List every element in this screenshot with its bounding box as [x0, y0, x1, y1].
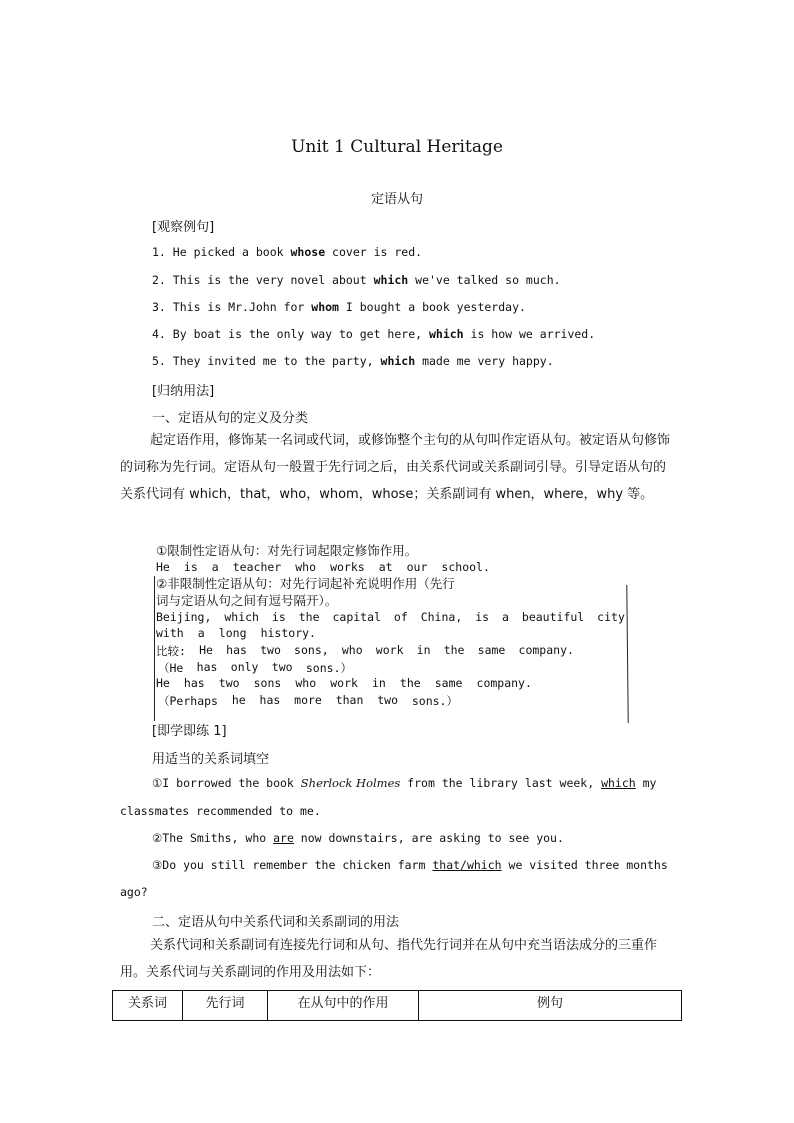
word: sons.） — [411, 694, 458, 708]
word: 比较: — [156, 644, 186, 658]
nonrestrictive-heading: ②非限制性定语从句：对先行词起补充说明作用（先行 — [156, 576, 455, 591]
example-keyword: which — [373, 273, 409, 287]
compare-line — [158, 693, 458, 709]
word: a — [211, 560, 219, 574]
word: has — [183, 676, 205, 690]
word: is — [271, 610, 286, 624]
word: who — [295, 676, 317, 690]
practice-label: [即学即练 1] — [152, 724, 227, 739]
compare-line — [156, 676, 532, 690]
word: （He — [158, 661, 184, 675]
word: works — [330, 560, 365, 574]
usage-paragraph: 关系代词和关系副词有连接先行词和从句、指代先行词并在从句中充当语法成分的三重作用。关系代词与关系副词的作用及用法如下： — [120, 938, 658, 980]
word: a — [197, 626, 205, 640]
table-header: 关系词 — [113, 991, 183, 1021]
table-header: 在从句中的作用 — [268, 991, 419, 1021]
word: two — [218, 676, 240, 690]
word: who — [341, 643, 363, 657]
word: a — [502, 610, 509, 624]
practice-instruction: 用适当的关系词填空 — [152, 752, 270, 767]
restrictive-example — [156, 560, 490, 574]
example-number: 4. — [152, 327, 166, 341]
section-heading: 一、定语从句的定义及分类 — [152, 411, 309, 426]
restrictive-heading: ①限制性定语从句：对先行词起限定修饰作用。 — [156, 543, 418, 558]
word: school. — [441, 560, 490, 574]
word: the — [399, 676, 421, 690]
example-text: By boat is the only way to get here, — [172, 327, 429, 341]
word: the — [443, 643, 465, 657]
word: capital — [332, 610, 381, 624]
example-sentence — [152, 245, 422, 259]
section-subtitle: 定语从句 — [370, 192, 423, 207]
word: same — [477, 643, 506, 657]
word: work — [375, 643, 404, 657]
table-header-row — [113, 991, 682, 1021]
word: is — [475, 610, 490, 624]
word: has — [226, 643, 247, 657]
word: at — [378, 560, 393, 574]
word: history. — [260, 626, 316, 640]
word: with — [156, 626, 184, 640]
word: beautiful — [521, 610, 585, 624]
word: teacher — [232, 560, 282, 574]
question-text: ②The Smiths, who — [152, 831, 274, 845]
word: company. — [476, 676, 532, 690]
word: who — [295, 560, 317, 574]
nonrestrictive-example — [156, 610, 625, 624]
example-text: made me very happy. — [415, 354, 554, 368]
example-keyword: whose — [290, 245, 326, 259]
word: which — [224, 610, 259, 624]
word: more — [294, 693, 322, 707]
practice-question-3 — [152, 858, 668, 872]
word: sons, — [294, 643, 329, 657]
answer-blank: which — [601, 776, 636, 790]
example-text: we've talked so much. — [408, 273, 561, 287]
example-text: This is Mr.John for — [172, 300, 312, 314]
question-text: ①I borrowed the book — [152, 776, 301, 790]
word: company. — [518, 643, 574, 657]
example-text: This is the very novel about — [172, 273, 374, 287]
word: the — [298, 610, 320, 624]
summary-label: [归纳用法] — [152, 384, 215, 399]
example-keyword: whom — [311, 300, 339, 314]
example-text: is how we arrived. — [463, 327, 596, 341]
word: in — [371, 676, 386, 690]
relative-words-table — [112, 990, 682, 1021]
example-sentence — [152, 354, 554, 368]
example-text: He picked a book — [172, 245, 291, 259]
question-text: we visited three months — [501, 858, 668, 872]
box-right-border — [626, 585, 628, 723]
example-text: cover is red. — [325, 245, 423, 259]
question-text: ③Do you still remember the chicken farm — [152, 858, 433, 872]
example-number: 3. — [152, 300, 166, 314]
definition-paragraph: 起定语作用，修饰某一名词或代词，或修饰整个主句的从句叫作定语从句。被定语从句修饰的词称为先行词。定语从句一般置于先行词之后，由关系代词或关系副词引导。引导定语从句的关系代词有 which，that，who，whom，whose；关系副词有 when，where，why 等。 — [120, 433, 671, 502]
example-number: 1. — [152, 245, 166, 259]
word: two — [260, 643, 281, 657]
question-text: now downstairs, are asking to see you. — [293, 831, 564, 845]
table-header: 例句 — [419, 991, 682, 1021]
word: two — [377, 693, 399, 707]
nonrestrictive-example-cont — [156, 626, 316, 640]
word: two — [271, 660, 293, 674]
example-keyword: which — [380, 354, 416, 368]
page-title: Unit 1 Cultural Heritage — [291, 137, 503, 157]
word: work — [330, 676, 358, 690]
answer-blank: are — [273, 831, 294, 845]
practice-question-1-cont: classmates recommended to me. — [120, 804, 321, 818]
compare-line — [158, 660, 352, 676]
word: sons — [253, 676, 282, 690]
practice-question-3-cont: ago? — [120, 885, 148, 899]
practice-question-1 — [152, 776, 656, 790]
nonrestrictive-heading-cont: 词与定语从句之间有逗号隔开）。 — [156, 593, 338, 608]
word: sons.） — [305, 661, 352, 675]
word: he — [231, 693, 246, 707]
word: is — [183, 560, 198, 574]
section-heading: 二、定语从句中关系代词和关系副词的用法 — [152, 915, 400, 930]
word: He — [156, 560, 170, 574]
box-left-border — [154, 576, 155, 721]
question-text: my — [635, 776, 657, 790]
example-number: 2. — [152, 273, 166, 287]
example-sentence — [152, 273, 561, 287]
word: （Perhaps — [158, 694, 218, 708]
example-number: 5. — [152, 354, 166, 368]
word: He — [199, 643, 213, 657]
example-sentence — [152, 327, 595, 341]
answer-blank: that/which — [432, 858, 502, 872]
word: our — [406, 560, 428, 574]
example-text: They invited me to the party, — [172, 354, 381, 368]
word: city — [597, 610, 625, 624]
word: than — [335, 693, 364, 707]
word: Beijing, — [156, 610, 212, 624]
word: in — [416, 643, 431, 657]
word: same — [434, 676, 463, 690]
word: long — [218, 626, 247, 640]
example-sentence — [152, 300, 526, 314]
observe-label: [观察例句] — [152, 220, 215, 235]
compare-line — [156, 643, 574, 659]
table-header: 先行词 — [183, 991, 268, 1021]
word: only — [230, 660, 259, 674]
word: China, — [420, 610, 463, 624]
example-text: I bought a book yesterday. — [338, 300, 526, 314]
practice-question-2 — [152, 831, 564, 845]
example-keyword: which — [428, 327, 464, 341]
word: has — [259, 693, 281, 707]
question-text: from the library last week, — [400, 776, 602, 790]
word: of — [393, 610, 408, 624]
word: He — [156, 676, 170, 690]
word: has — [196, 660, 218, 674]
book-title: Sherlock Holmes — [300, 776, 401, 790]
